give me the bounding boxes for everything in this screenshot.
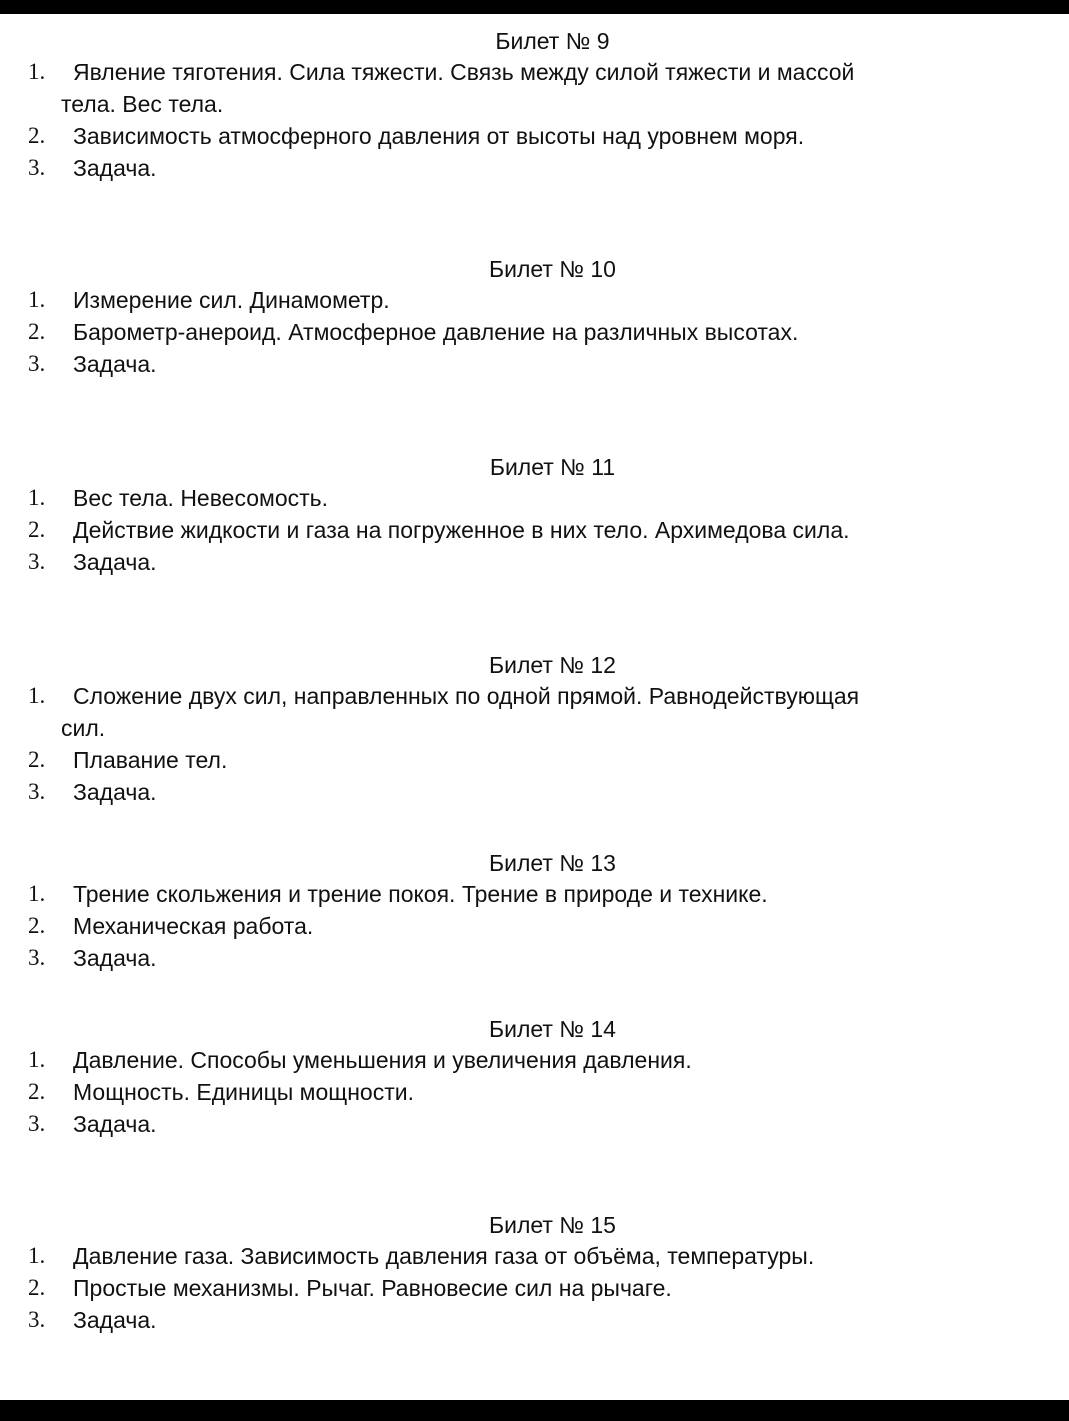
list-item xyxy=(0,546,1069,578)
list-item xyxy=(0,152,1069,184)
question-list xyxy=(0,56,1069,184)
question-list xyxy=(0,1240,1069,1336)
ticket-15 xyxy=(0,1210,1069,1336)
ticket-title: Билет № 14 xyxy=(489,1016,616,1042)
item-number: 3. xyxy=(28,549,46,574)
item-number: 3. xyxy=(28,945,46,970)
item-number: 2. xyxy=(28,319,46,344)
list-item xyxy=(0,776,1069,808)
ticket-title: Билет № 13 xyxy=(489,850,616,876)
item-text-continuation: тела. Вес тела. xyxy=(61,91,224,117)
item-number: 1. xyxy=(28,1047,46,1072)
ticket-10 xyxy=(0,254,1069,380)
list-item xyxy=(0,942,1069,974)
item-number: 1. xyxy=(28,59,46,84)
item-number: 2. xyxy=(28,747,46,772)
list-item xyxy=(0,744,1069,776)
list-item xyxy=(0,1240,1069,1272)
ticket-title: Билет № 11 xyxy=(489,454,616,480)
ticket-12 xyxy=(0,650,1069,808)
list-item xyxy=(0,1076,1069,1108)
item-number: 2. xyxy=(28,1275,46,1300)
item-number: 1. xyxy=(28,287,46,312)
ticket-13 xyxy=(0,848,1069,974)
list-item xyxy=(0,1304,1069,1336)
item-text: Сложение двух сил, направленных по одной прямой. Равнодействующая xyxy=(73,683,860,709)
list-item xyxy=(0,482,1069,514)
item-text: Явление тяготения. Сила тяжести. Связь между силой тяжести и массой xyxy=(73,59,855,85)
item-number: 1. xyxy=(28,683,46,708)
list-item xyxy=(0,348,1069,380)
item-number: 1. xyxy=(28,881,46,906)
item-text: Вес тела. Невесомость. xyxy=(73,485,329,511)
question-list xyxy=(0,284,1069,380)
question-list xyxy=(0,878,1069,974)
item-number: 3. xyxy=(28,1111,46,1136)
ticket-11 xyxy=(0,452,1069,578)
list-item xyxy=(0,56,1069,120)
ticket-9 xyxy=(0,26,1069,184)
item-text: Барометр-анероид. Атмосферное давление на различных высотах. xyxy=(73,319,799,345)
list-item xyxy=(0,1272,1069,1304)
list-item xyxy=(0,316,1069,348)
list-item xyxy=(0,1108,1069,1140)
item-number: 2. xyxy=(28,913,46,938)
item-text-continuation: сил. xyxy=(61,715,106,741)
item-text: Задача. xyxy=(73,155,157,181)
item-text: Механическая работа. xyxy=(73,913,314,939)
item-text: Простые механизмы. Рычаг. Равновесие сил на рычаге. xyxy=(73,1275,672,1301)
ticket-title: Билет № 10 xyxy=(489,256,616,282)
item-number: 3. xyxy=(28,779,46,804)
ticket-14 xyxy=(0,1014,1069,1140)
item-text: Давление. Способы уменьшения и увеличения давления. xyxy=(73,1047,692,1073)
item-text: Задача. xyxy=(73,1111,157,1137)
item-text: Давление газа. Зависимость давления газа от объёма, температуры. xyxy=(73,1243,815,1269)
ticket-title: Билет № 9 xyxy=(495,28,610,54)
list-item xyxy=(0,120,1069,152)
item-text: Измерение сил. Динамометр. xyxy=(73,287,390,313)
list-item xyxy=(0,910,1069,942)
question-list xyxy=(0,482,1069,578)
item-text: Задача. xyxy=(73,779,157,805)
item-text: Зависимость атмосферного давления от высоты над уровнем моря. xyxy=(73,123,805,149)
item-text: Действие жидкости и газа на погруженное в них тело. Архимедова сила. xyxy=(73,517,850,543)
item-text: Мощность. Единицы мощности. xyxy=(73,1079,414,1105)
list-item xyxy=(0,284,1069,316)
ticket-title: Билет № 12 xyxy=(489,652,616,678)
item-number: 2. xyxy=(28,123,46,148)
list-item xyxy=(0,680,1069,744)
list-item xyxy=(0,878,1069,910)
list-item xyxy=(0,1044,1069,1076)
item-text: Задача. xyxy=(73,351,157,377)
item-number: 1. xyxy=(28,1243,46,1268)
item-number: 3. xyxy=(28,351,46,376)
ticket-title: Билет № 15 xyxy=(489,1212,616,1238)
item-number: 1. xyxy=(28,485,46,510)
item-text: Задача. xyxy=(73,549,157,575)
item-text: Задача. xyxy=(73,1307,157,1333)
item-number: 2. xyxy=(28,1079,46,1104)
question-list xyxy=(0,1044,1069,1140)
item-text: Трение скольжения и трение покоя. Трение в природе и технике. xyxy=(73,881,768,907)
item-text: Задача. xyxy=(73,945,157,971)
list-item xyxy=(0,514,1069,546)
item-text: Плавание тел. xyxy=(73,747,228,773)
item-number: 3. xyxy=(28,155,46,180)
document-page xyxy=(0,14,1069,1400)
question-list xyxy=(0,680,1069,808)
item-number: 3. xyxy=(28,1307,46,1332)
item-number: 2. xyxy=(28,517,46,542)
